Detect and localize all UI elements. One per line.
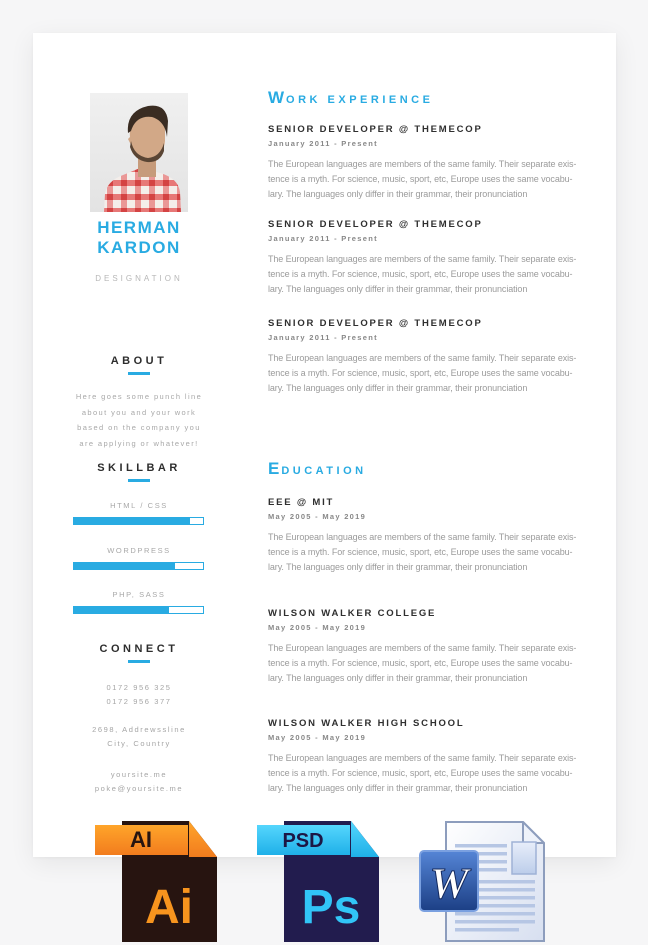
phone-number-1: 0172 956 325 bbox=[106, 683, 172, 692]
connect-divider bbox=[128, 660, 150, 663]
work-entry-description bbox=[268, 157, 603, 202]
work-entry-date: January 2011 - Present bbox=[268, 333, 378, 342]
profile-photo-image bbox=[90, 93, 188, 212]
ai-file-icon[interactable] bbox=[95, 819, 217, 945]
description-line: lary. The languages only differ in their grammar, their pronunciation bbox=[268, 783, 528, 793]
education-entry-title: EEE @ MIT bbox=[268, 497, 335, 508]
description-line: tence is a myth. For science, music, sport, etc, Europe uses the same vocabu- bbox=[268, 768, 573, 778]
work-entry-title: SENIOR DEVELOPER @ THEMECOP bbox=[268, 219, 483, 230]
about-line: Here goes some punch line bbox=[75, 392, 203, 401]
sidebar bbox=[57, 33, 221, 833]
psd-file-icon[interactable] bbox=[257, 819, 379, 945]
education-entry-date: May 2005 - May 2019 bbox=[268, 512, 367, 521]
education-entry-description bbox=[268, 530, 603, 575]
work-entry-2 bbox=[268, 219, 603, 297]
description-line: lary. The languages only differ in their grammar, their pronunciation bbox=[268, 562, 528, 572]
work-entry-date: January 2011 - Present bbox=[268, 139, 378, 148]
about-line: based on the company you bbox=[77, 423, 201, 432]
web-contacts bbox=[57, 768, 221, 796]
about-line: about you and your work bbox=[81, 407, 197, 417]
work-entry-title: SENIOR DEVELOPER @ THEMECOP bbox=[268, 318, 483, 329]
education-entry-date: May 2005 - May 2019 bbox=[268, 733, 367, 742]
candidate-name-line1: HERMAN bbox=[97, 218, 181, 237]
work-experience-heading bbox=[268, 88, 603, 108]
skill-bar-wordpress bbox=[73, 562, 204, 570]
email-link[interactable]: poke@yoursite.me bbox=[94, 784, 184, 793]
address bbox=[57, 723, 221, 751]
education-entry-description bbox=[268, 641, 603, 686]
description-line: tence is a myth. For science, music, sport, etc, Europe uses the same vocabu- bbox=[268, 547, 573, 557]
description-line: The European languages are members of the same family. Their separate exis- bbox=[268, 254, 577, 264]
description-line: The European languages are members of the same family. Their separate exis- bbox=[268, 753, 577, 763]
description-line: lary. The languages only differ in their grammar, their pronunciation bbox=[268, 673, 528, 683]
skill-bar-fill bbox=[74, 607, 169, 613]
word-file-icon[interactable] bbox=[419, 820, 546, 945]
skill-bar-fill bbox=[74, 563, 175, 569]
word-glyph-label: W bbox=[429, 859, 469, 908]
skill-bar-php-sass bbox=[73, 606, 204, 614]
education-entry-date: May 2005 - May 2019 bbox=[268, 623, 367, 632]
description-line: The European languages are members of the same family. Their separate exis- bbox=[268, 532, 577, 542]
education-entry-2 bbox=[268, 608, 603, 686]
work-entry-description bbox=[268, 252, 603, 297]
work-entry-title: SENIOR DEVELOPER @ THEMECOP bbox=[268, 124, 483, 135]
psd-glyph-label: Ps bbox=[301, 881, 361, 934]
education-heading-initial: E bbox=[268, 459, 282, 478]
education-heading-rest: DUCATION bbox=[281, 465, 367, 477]
description-line: tence is a myth. For science, music, sport, etc, Europe uses the same vocabu- bbox=[268, 368, 573, 378]
ai-tag-label: AI bbox=[130, 827, 152, 852]
candidate-name-line2: KARDON bbox=[97, 238, 181, 257]
profile-photo bbox=[90, 93, 188, 212]
work-heading-rest: ORK EXPERIENCE bbox=[286, 94, 434, 106]
address-line-2: City, Country bbox=[107, 739, 171, 748]
ai-glyph-label: Ai bbox=[145, 881, 193, 934]
connect-section-title: CONNECT bbox=[99, 643, 179, 655]
website-link[interactable]: yoursite.me bbox=[110, 770, 168, 779]
skillbar-section-title: SKILLBAR bbox=[97, 462, 181, 474]
work-entry-description bbox=[268, 351, 603, 396]
education-entry-title: WILSON WALKER HIGH SCHOOL bbox=[268, 718, 465, 729]
education-heading bbox=[268, 459, 603, 479]
skill-label-php-sass: PHP, SASS bbox=[112, 590, 166, 599]
work-entry-3 bbox=[268, 318, 603, 396]
about-line: are applying or whatever! bbox=[79, 438, 199, 448]
skill-label-wordpress: WORDPRESS bbox=[107, 546, 171, 555]
education-entry-3 bbox=[268, 718, 603, 796]
skill-label-html-css: HTML / CSS bbox=[110, 501, 168, 510]
about-text bbox=[57, 389, 221, 451]
resume-page bbox=[33, 33, 616, 857]
education-entry-title: WILSON WALKER COLLEGE bbox=[268, 608, 437, 619]
about-divider bbox=[128, 372, 150, 375]
description-line: The European languages are members of the same family. Their separate exis- bbox=[268, 353, 577, 363]
candidate-name bbox=[57, 218, 221, 258]
skillbar-divider bbox=[128, 479, 150, 482]
description-line: The European languages are members of the same family. Their separate exis- bbox=[268, 159, 577, 169]
description-line: The European languages are members of the same family. Their separate exis- bbox=[268, 643, 577, 653]
description-line: lary. The languages only differ in their grammar, their pronunciation bbox=[268, 189, 528, 199]
address-line-1: 2698, Addrewssline bbox=[92, 725, 186, 734]
main-content bbox=[268, 33, 603, 843]
education-entry-1 bbox=[268, 497, 603, 575]
education-entry-description bbox=[268, 751, 603, 796]
phone-numbers bbox=[57, 681, 221, 709]
description-line: tence is a myth. For science, music, sport, etc, Europe uses the same vocabu- bbox=[268, 658, 573, 668]
designation-label: DESIGNATION bbox=[95, 274, 183, 283]
description-line: tence is a myth. For science, music, sport, etc, Europe uses the same vocabu- bbox=[268, 174, 573, 184]
about-section-title: ABOUT bbox=[110, 355, 168, 367]
work-heading-initial: W bbox=[268, 88, 287, 107]
description-line: tence is a myth. For science, music, sport, etc, Europe uses the same vocabu- bbox=[268, 269, 573, 279]
phone-number-2: 0172 956 377 bbox=[106, 697, 172, 706]
description-line: lary. The languages only differ in their grammar, their pronunciation bbox=[268, 284, 528, 294]
description-line: lary. The languages only differ in their grammar, their pronunciation bbox=[268, 383, 528, 393]
work-entry-1 bbox=[268, 124, 603, 202]
work-entry-date: January 2011 - Present bbox=[268, 234, 378, 243]
skill-bar-html-css bbox=[73, 517, 204, 525]
psd-tag-label: PSD bbox=[282, 830, 324, 852]
skill-bar-fill bbox=[74, 518, 190, 524]
